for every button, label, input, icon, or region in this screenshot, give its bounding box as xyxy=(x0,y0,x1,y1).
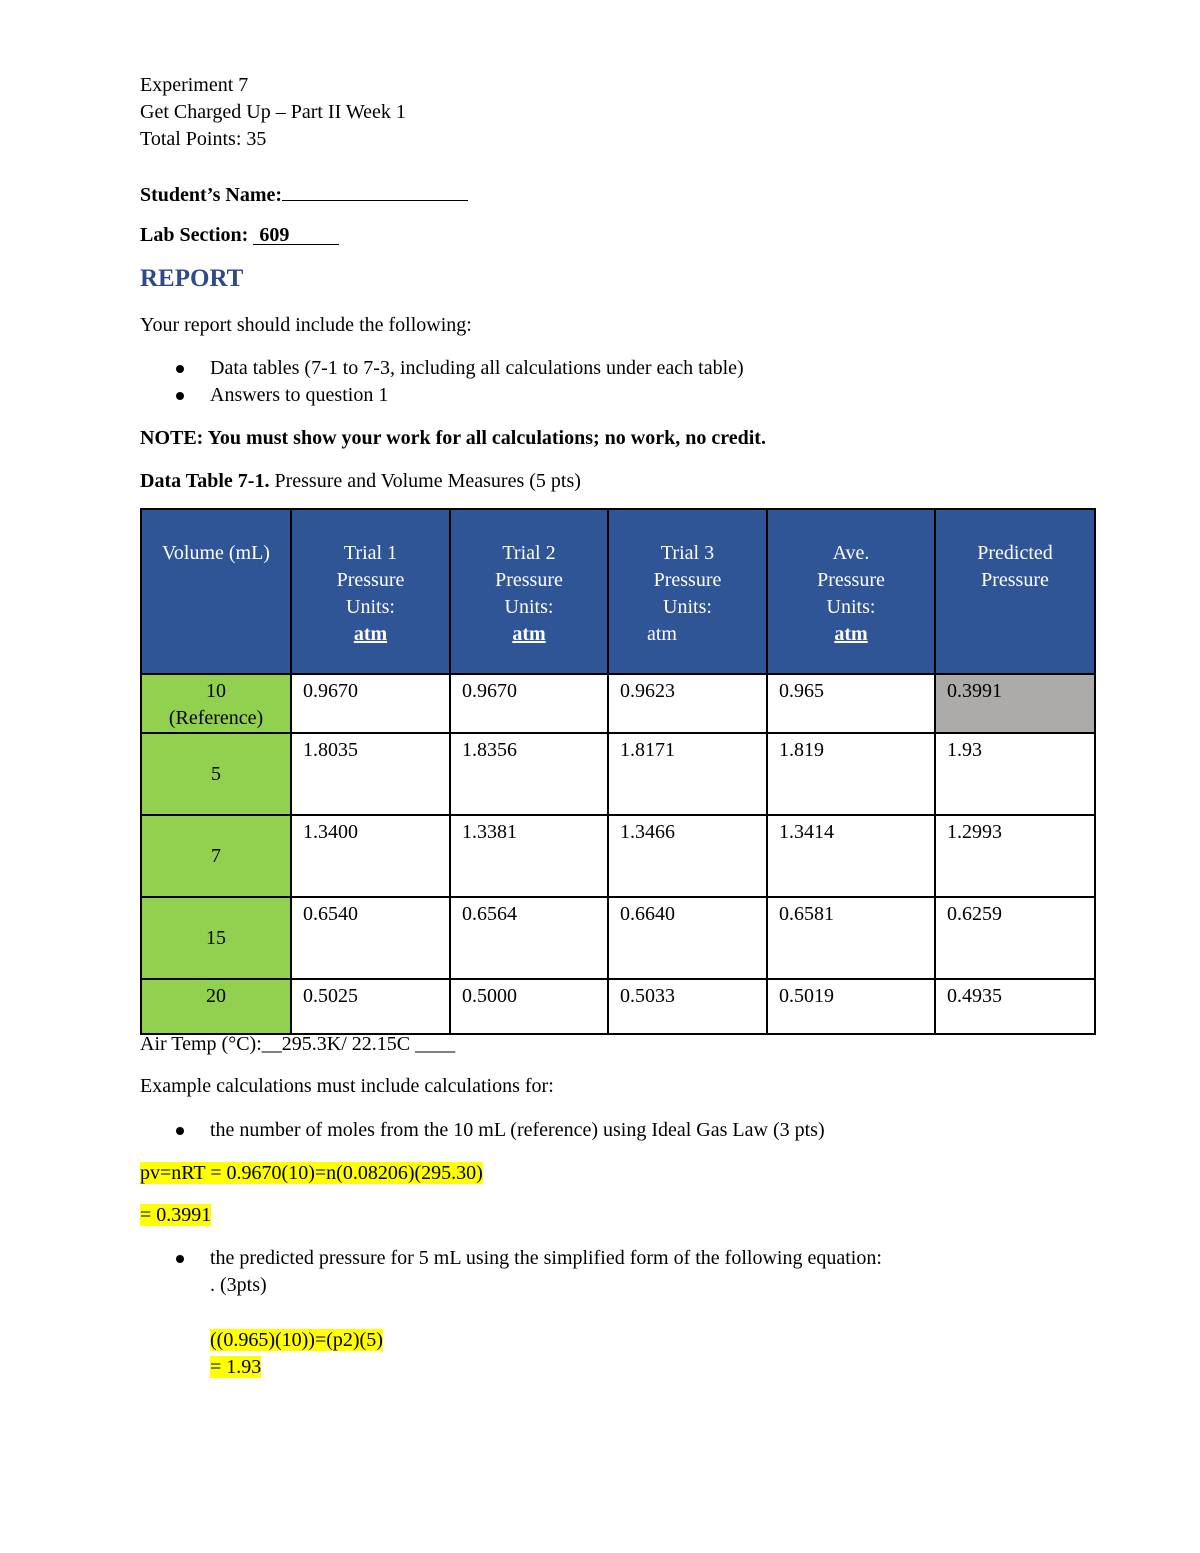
bullet-icon xyxy=(176,1127,184,1135)
header-trial-2: Trial 2 Pressure Units: atm xyxy=(450,509,608,674)
header-volume: Volume (mL) xyxy=(141,509,291,674)
list-item: the predicted pressure for 5 mL using the simplified form of the following equation: xyxy=(140,1245,882,1272)
total-points: Total Points: 35 xyxy=(140,128,267,150)
volume-cell: 5 xyxy=(141,733,291,815)
table-caption-label: Data Table 7-1. xyxy=(140,470,270,492)
table-cell: 1.3400 xyxy=(291,815,450,897)
table-cell: 0.6540 xyxy=(291,897,450,979)
table-cell: 0.5025 xyxy=(291,979,450,1034)
table-cell: 0.6564 xyxy=(450,897,608,979)
table-cell: 1.2993 xyxy=(935,815,1095,897)
note-text: NOTE: You must show your work for all calculations; no work, no credit. xyxy=(140,427,766,449)
table-cell: 1.8035 xyxy=(291,733,450,815)
student-name-line xyxy=(140,180,468,209)
table-cell: 0.5000 xyxy=(450,979,608,1034)
table-row xyxy=(141,733,1095,815)
table-cell: 0.9670 xyxy=(291,674,450,733)
student-name-blank xyxy=(282,180,468,201)
volume-cell: 7 xyxy=(141,815,291,897)
student-name-label: Student’s Name: xyxy=(140,184,283,206)
table-cell: 1.93 xyxy=(935,733,1095,815)
bullet-icon xyxy=(176,392,184,400)
lab-section-label: Lab Section: xyxy=(140,224,249,246)
table-row xyxy=(141,979,1095,1034)
table-cell: 0.965 xyxy=(767,674,935,733)
volume-cell: 10 (Reference) xyxy=(141,674,291,733)
table-cell: 1.3466 xyxy=(608,815,767,897)
table-cell: 0.6259 xyxy=(935,897,1095,979)
lab-section-field xyxy=(253,222,339,245)
lab-section-line xyxy=(140,222,339,249)
header-trial-3: Trial 3 Pressure Units: atm xyxy=(608,509,767,674)
table-cell: 1.3414 xyxy=(767,815,935,897)
experiment-number: Experiment 7 xyxy=(140,74,249,96)
list-item-continuation: . (3pts) xyxy=(210,1274,267,1296)
air-temp: Air Temp (°C):__295.3K/ 22.15C ____ xyxy=(140,1033,456,1055)
table-cell: 1.8356 xyxy=(450,733,608,815)
data-table xyxy=(140,508,1096,1035)
table-cell: 0.4935 xyxy=(935,979,1095,1034)
table-row xyxy=(141,897,1095,979)
table-cell: 0.5033 xyxy=(608,979,767,1034)
experiment-title: Get Charged Up – Part II Week 1 xyxy=(140,101,406,123)
calc1-equation: pv=nRT = 0.9670(10)=n(0.08206)(295.30) xyxy=(140,1162,483,1184)
table-cell: 0.6581 xyxy=(767,897,935,979)
volume-cell: 15 xyxy=(141,897,291,979)
bullet-icon xyxy=(176,1255,184,1263)
table-cell: 0.5019 xyxy=(767,979,935,1034)
table-caption xyxy=(140,468,581,495)
calc2-equation: ((0.965)(10))=(p2)(5) xyxy=(210,1329,383,1351)
calc1-result: = 0.3991 xyxy=(140,1204,212,1226)
example-intro: Example calculations must include calculations for: xyxy=(140,1075,554,1097)
table-caption-text: Pressure and Volume Measures (5 pts) xyxy=(269,470,581,492)
calc-list-1 xyxy=(140,1117,825,1144)
header-trial-1: Trial 1 Pressure Units: atm xyxy=(291,509,450,674)
lab-section-value: 609 xyxy=(259,224,290,246)
calc-list-2 xyxy=(140,1245,882,1299)
table-header-row xyxy=(141,509,1095,674)
bullet-icon xyxy=(176,365,184,373)
header-predicted: Predicted Pressure xyxy=(935,509,1095,674)
calc2-result: = 1.93 xyxy=(210,1356,262,1378)
include-list xyxy=(140,355,744,409)
table-cell: 0.6640 xyxy=(608,897,767,979)
table-cell: 0.9670 xyxy=(450,674,608,733)
volume-cell: 20 xyxy=(141,979,291,1034)
list-item: Data tables (7-1 to 7-3, including all calculations under each table) xyxy=(140,355,744,382)
report-heading: REPORT xyxy=(140,265,244,292)
list-item: the number of moles from the 10 mL (reference) using Ideal Gas Law (3 pts) xyxy=(140,1117,825,1144)
table-cell: 1.3381 xyxy=(450,815,608,897)
table-row xyxy=(141,815,1095,897)
table-cell: 1.819 xyxy=(767,733,935,815)
header-average: Ave. Pressure Units: atm xyxy=(767,509,935,674)
report-intro: Your report should include the following: xyxy=(140,314,472,336)
table-cell-predicted-reference: 0.3991 xyxy=(935,674,1095,733)
list-item: Answers to question 1 xyxy=(140,382,744,409)
table-row xyxy=(141,674,1095,733)
table-cell: 0.9623 xyxy=(608,674,767,733)
table-cell: 1.8171 xyxy=(608,733,767,815)
